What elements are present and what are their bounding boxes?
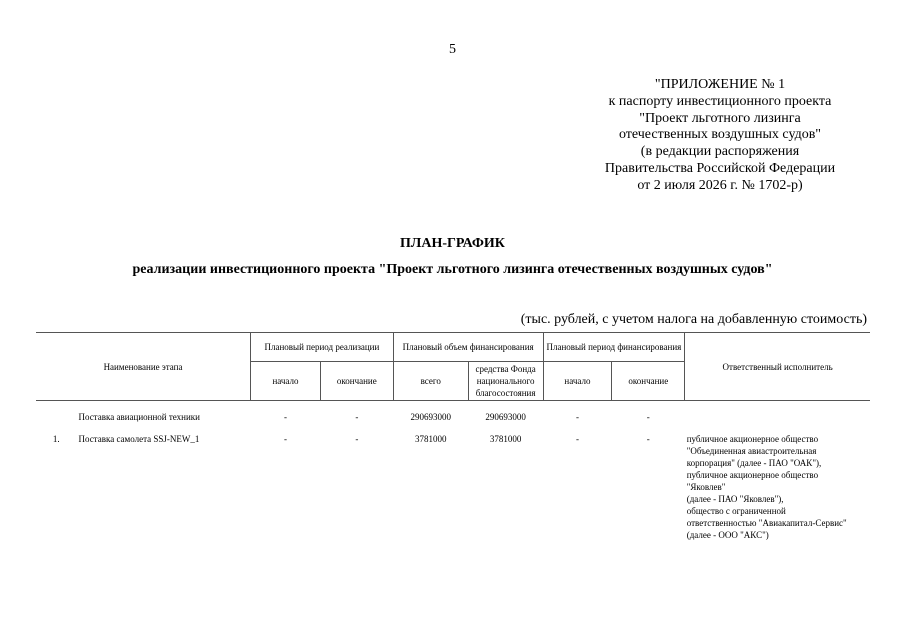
units-note: (тыс. рублей, с учетом налога на добавленную стоимость)	[520, 312, 867, 327]
executor-line: (далее - ООО "АКС")	[686, 530, 769, 540]
executor-line: ответственностью "Авиакапитал-Сервис"	[686, 518, 847, 528]
row-end: -	[355, 412, 359, 422]
row-stage-name: Поставка авиационной техники	[78, 412, 200, 422]
row-start: -	[283, 434, 287, 444]
row-total: 290693000	[410, 412, 451, 422]
appendix-header	[570, 77, 870, 195]
row-nwf: 290693000	[485, 412, 526, 422]
row-stage-name: Поставка самолета SSJ-NEW_1	[78, 434, 200, 444]
plan-schedule-table	[36, 332, 870, 541]
executor-line: общество с ограниченной	[686, 506, 786, 516]
row-number: 1.	[52, 434, 60, 444]
header-end: окончание	[320, 362, 393, 401]
row-fin-end: -	[646, 434, 650, 444]
executor-line: корпорация" (далее - ПАО "ОАК"),	[686, 458, 822, 468]
header-start: начало	[251, 362, 321, 401]
row-nwf: 3781000	[489, 434, 522, 444]
header-funding-period: Плановый период финансирования	[543, 333, 685, 362]
table-row	[36, 433, 870, 541]
row-end: -	[355, 434, 359, 444]
row-fin-start: -	[575, 412, 579, 422]
appendix-line: "ПРИЛОЖЕНИЕ № 1	[654, 77, 786, 92]
header-funding-volume: Плановый объем финансирования	[393, 333, 543, 362]
header-nwf: средства Фонда национального благосостояния	[468, 362, 543, 401]
row-executor	[685, 411, 870, 433]
page-number: 5	[449, 42, 456, 57]
appendix-line: от 2 июля 2026 г. № 1702-р)	[637, 177, 803, 193]
table-header-row	[36, 333, 870, 362]
appendix-line: к паспорту инвестиционного проекта	[608, 93, 832, 109]
appendix-line: Правительства Российской Федерации	[604, 160, 836, 176]
header-executor: Ответственный исполнитель	[685, 333, 870, 401]
table-row	[36, 411, 870, 433]
appendix-line: (в редакции распоряжения	[640, 144, 800, 160]
executor-line: "Объединенная авиастроительная	[686, 446, 817, 456]
row-fin-end: -	[646, 412, 650, 422]
row-executor	[685, 433, 870, 541]
row-number	[36, 411, 76, 433]
document-subtitle: реализации инвестиционного проекта "Проект льготного лизинга отечественных воздушных судов"	[132, 262, 773, 277]
executor-line: публичное акционерное общество	[686, 434, 819, 444]
executor-line: публичное акционерное общество	[686, 470, 819, 480]
row-fin-start: -	[575, 434, 579, 444]
header-impl-period: Плановый период реализации	[251, 333, 394, 362]
appendix-line: отечественных воздушных судов"	[618, 127, 822, 143]
header-fin-end: окончание	[612, 362, 685, 401]
executor-line: (далее - ПАО "Яковлев"),	[686, 494, 784, 504]
header-total: всего	[393, 362, 468, 401]
row-start: -	[283, 412, 287, 422]
header-stage-name: Наименование этапа	[36, 333, 251, 401]
header-fin-start: начало	[543, 362, 612, 401]
executor-line: "Яковлев"	[686, 482, 726, 492]
document-title: ПЛАН-ГРАФИК	[400, 236, 505, 251]
row-total: 3781000	[414, 434, 447, 444]
appendix-line: "Проект льготного лизинга	[639, 110, 801, 126]
